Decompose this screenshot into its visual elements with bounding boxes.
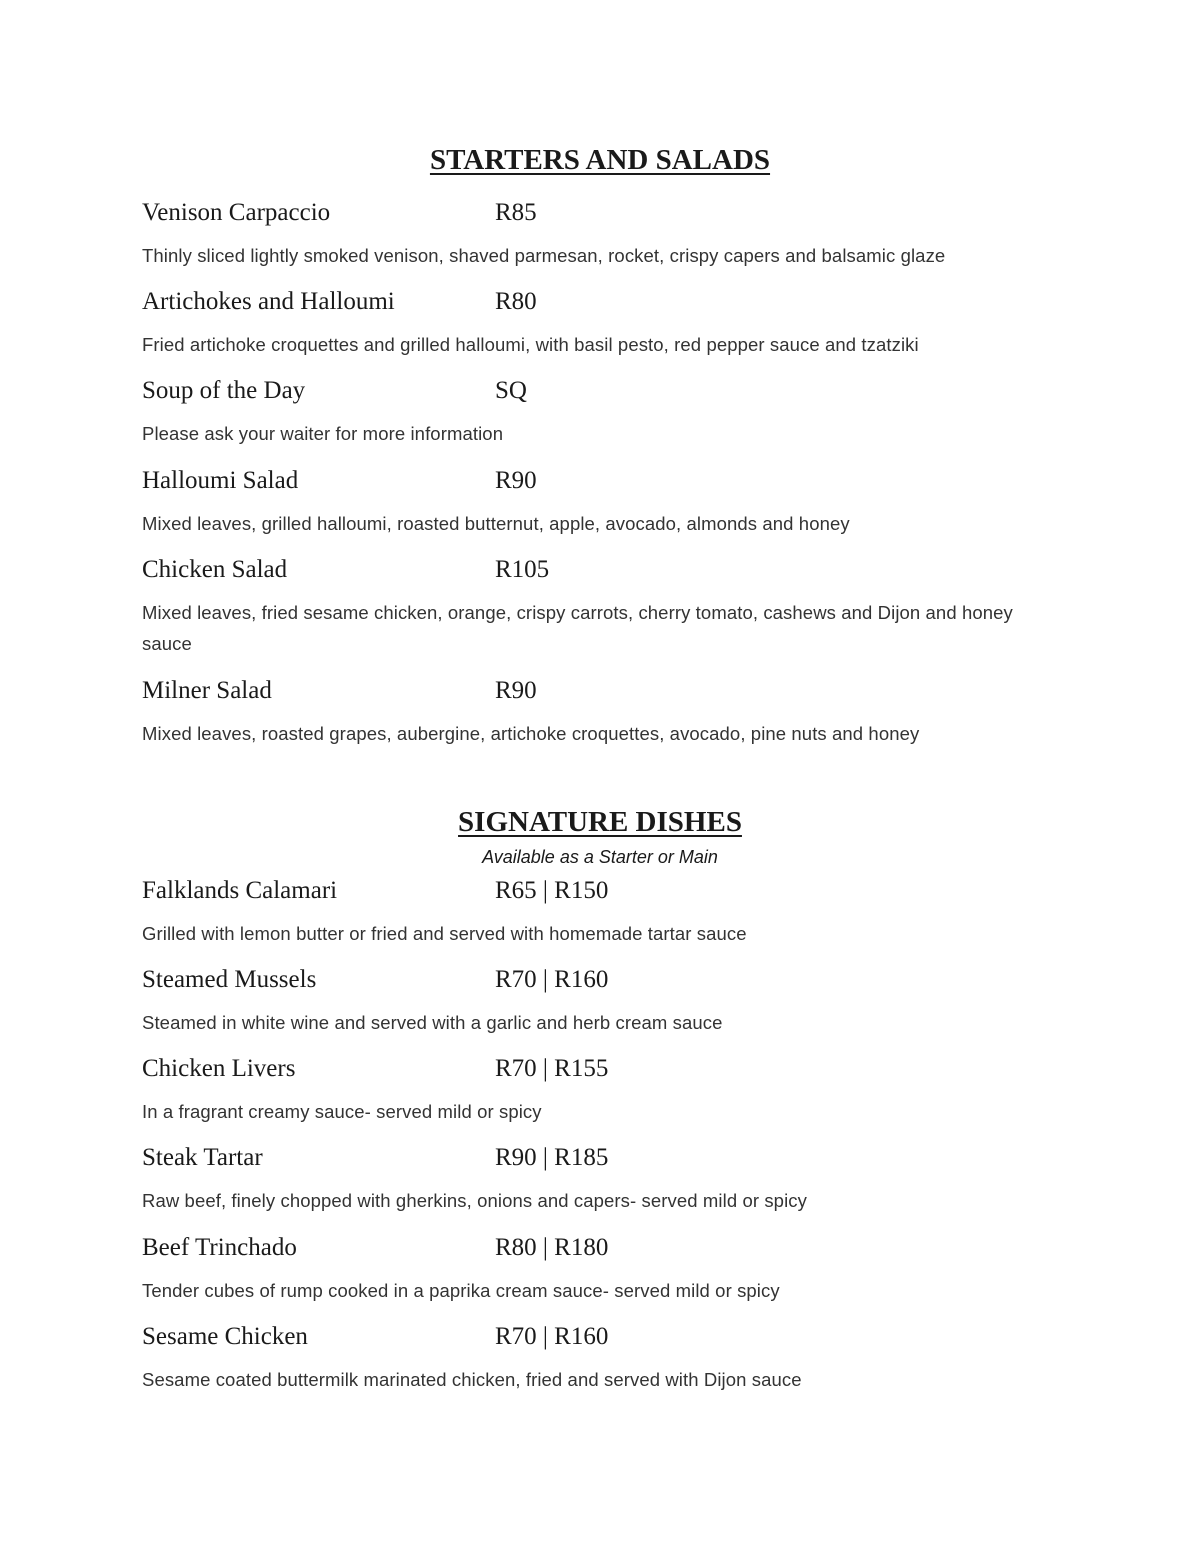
- item-name: Artichokes and Halloumi: [142, 288, 395, 315]
- item-price: R80: [495, 288, 537, 315]
- item-description: Mixed leaves, fried sesame chicken, orange, crispy carrots, cherry tomato, cashews and Dijon and honey sauce: [142, 602, 1013, 654]
- menu-item: [142, 376, 1052, 444]
- menu-item: [142, 287, 1052, 355]
- item-description: Mixed leaves, grilled halloumi, roasted butternut, apple, avocado, almonds and honey: [142, 513, 850, 534]
- item-price: R90 | R185: [495, 1144, 609, 1171]
- item-price: R80 | R180: [495, 1234, 609, 1261]
- item-price: SQ: [495, 377, 527, 404]
- item-price: R70 | R155: [495, 1055, 609, 1082]
- item-name: Soup of the Day: [142, 377, 306, 404]
- item-name: Sesame Chicken: [142, 1323, 308, 1350]
- item-description: Thinly sliced lightly smoked venison, shaved parmesan, rocket, crispy capers and balsamic glaze: [142, 245, 946, 266]
- menu-item: [142, 555, 1052, 654]
- menu-item: [142, 965, 1052, 1033]
- item-description: Please ask your waiter for more information: [142, 423, 504, 444]
- menu-item: [142, 1322, 1052, 1390]
- item-price: R105: [495, 556, 550, 583]
- item-description: Mixed leaves, roasted grapes, aubergine, artichoke croquettes, avocado, pine nuts and honey: [142, 723, 920, 744]
- item-description: Raw beef, finely chopped with gherkins, onions and capers- served mild or spicy: [142, 1190, 807, 1211]
- item-name: Beef Trinchado: [142, 1234, 297, 1261]
- item-name: Milner Salad: [142, 677, 272, 704]
- menu-item: [142, 198, 1052, 266]
- menu-item: [142, 466, 1052, 534]
- item-description: In a fragrant creamy sauce- served mild or spicy: [142, 1101, 542, 1122]
- menu-item: [142, 1233, 1052, 1301]
- item-name: Venison Carpaccio: [142, 199, 331, 226]
- item-price: R90: [495, 677, 537, 704]
- item-price: R70 | R160: [495, 1323, 609, 1350]
- section-title: SIGNATURE DISHES: [458, 806, 742, 838]
- item-name: Chicken Salad: [142, 556, 288, 583]
- item-description: Steamed in white wine and served with a garlic and herb cream sauce: [142, 1012, 723, 1033]
- menu-item: [142, 1143, 1052, 1211]
- item-price: R90: [495, 467, 537, 494]
- item-description: Fried artichoke croquettes and grilled halloumi, with basil pesto, red pepper sauce and tzatziki: [142, 334, 919, 355]
- item-name: Halloumi Salad: [142, 467, 299, 494]
- item-name: Steak Tartar: [142, 1144, 263, 1171]
- menu-item: [142, 676, 1052, 744]
- section-title: STARTERS AND SALADS: [429, 144, 771, 176]
- menu-item: [142, 1054, 1052, 1122]
- section-subtitle: Available as a Starter or Main: [482, 847, 718, 867]
- item-description: Grilled with lemon butter or fried and served with homemade tartar sauce: [142, 923, 747, 944]
- menu-item: [142, 876, 1052, 944]
- item-description: Tender cubes of rump cooked in a paprika cream sauce- served mild or spicy: [142, 1280, 780, 1301]
- item-description: Sesame coated buttermilk marinated chicken, fried and served with Dijon sauce: [142, 1369, 802, 1390]
- item-price: R70 | R160: [495, 966, 609, 993]
- item-price: R65 | R150: [495, 877, 609, 904]
- item-price: R85: [495, 199, 537, 226]
- item-name: Steamed Mussels: [142, 966, 317, 993]
- item-name: Chicken Livers: [142, 1055, 296, 1082]
- item-name: Falklands Calamari: [142, 877, 338, 904]
